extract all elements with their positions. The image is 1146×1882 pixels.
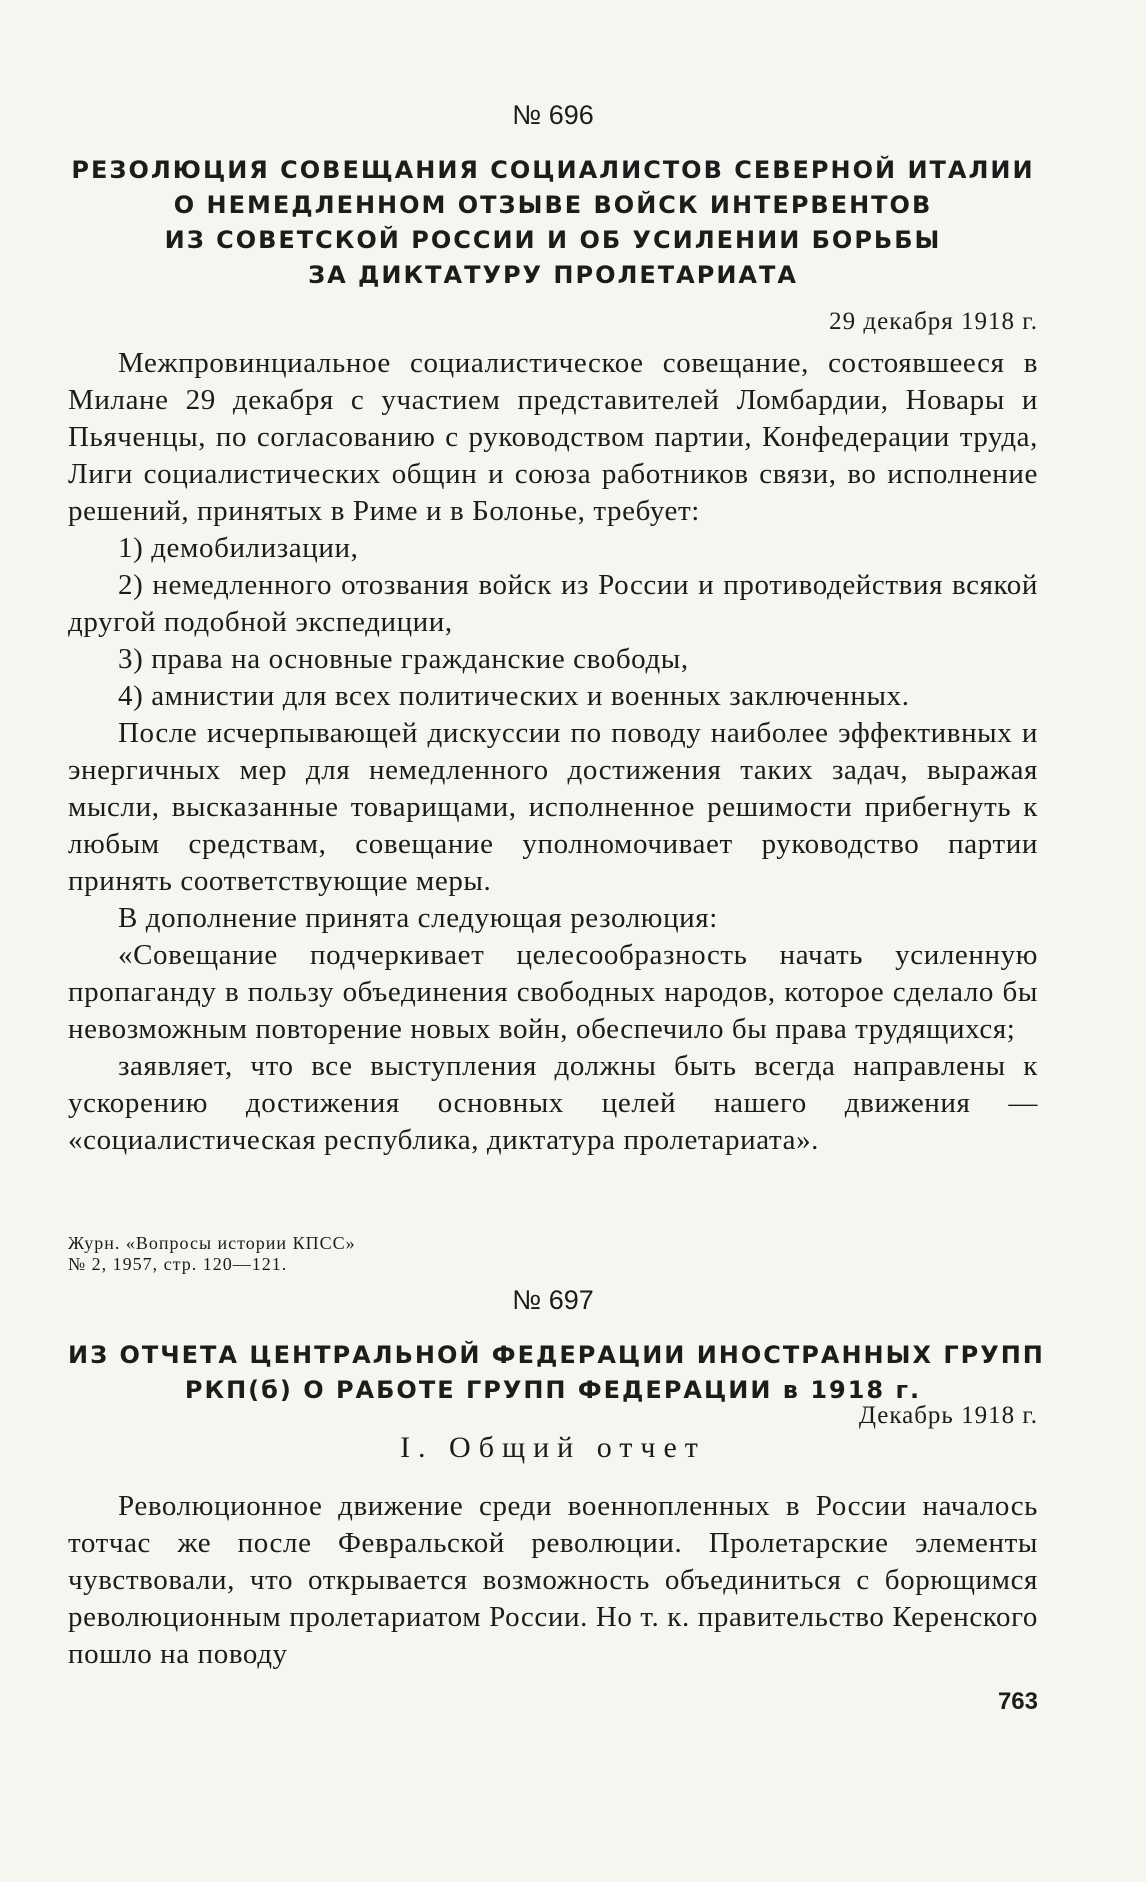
intro-paragraph: Межпровинциальное социалистическое совещание, состоявшееся в Милане 29 декабря с участием представителей Ломбардии, Новары и Пьяченцы, по согласованию с руководством партии, Конфедерации труда, Лиги социалистических общин и союза работников связи, во исполнение решений, принятых в Риме и в Болонье, требует: — [68, 347, 1038, 527]
demand-item: 1) демобилизации, — [118, 532, 359, 564]
title-line: ЗА ДИКТАТУРУ ПРОЛЕТАРИАТА — [308, 261, 798, 289]
document-number-697: № 697 — [512, 1285, 594, 1315]
page-number: 763 — [997, 1688, 1038, 1715]
section-heading: I. Общий отчет — [400, 1431, 706, 1464]
paragraph: После исчерпывающей дискуссии по поводу наиболее эффективных и энергичных мер для немедленного достижения таких задач, выражая мысли, высказанные товарищами, исполненное решимости прибегнуть к любым средствам, совещание уполномочивает руководство партии принять соответствующие меры. — [68, 717, 1038, 897]
demand-item: 4) амнистии для всех политических и военных заключенных. — [118, 680, 910, 712]
source-citation — [68, 1233, 356, 1275]
title-line: ИЗ СОВЕТСКОЙ РОССИИ И ОБ УСИЛЕНИИ БОРЬБЫ — [164, 226, 942, 254]
document-696-title — [68, 153, 1038, 293]
source-line: Журн. «Вопросы истории КПСС» — [68, 1233, 356, 1253]
source-line: № 2, 1957, стр. 120—121. — [68, 1254, 288, 1274]
document-697-title — [68, 1338, 1045, 1408]
document-697-date: Декабрь 1918 г. — [858, 1402, 1038, 1429]
document-696-date: 29 декабря 1918 г. — [829, 308, 1038, 335]
paragraph: Революционное движение среди военнопленных в России началось тотчас же после Февральской революции. Пролетарские элементы чувствовали, что открывается возможность объединиться с борющимся революционным пролетариатом России. Но т. к. правительство Керенского пошло на поводу — [68, 1490, 1038, 1670]
title-line: РКП(б) О РАБОТЕ ГРУПП ФЕДЕРАЦИИ в 1918 г. — [184, 1376, 922, 1404]
title-line: О НЕМЕДЛЕННОМ ОТЗЫВЕ ВОЙСК ИНТЕРВЕНТОВ — [173, 191, 933, 219]
title-line: РЕЗОЛЮЦИЯ СОВЕЩАНИЯ СОЦИАЛИСТОВ СЕВЕРНОЙ ИТАЛИИ — [71, 156, 1035, 184]
quote-paragraph: «Совещание подчеркивает целесообразность начать усиленную пропаганду в пользу объединения свободных народов, которое сделало бы невозможным повторение новых войн, обеспечило бы права трудящихся; — [68, 939, 1038, 1045]
document-number-696: № 696 — [512, 100, 594, 130]
demand-item: 3) права на основные гражданские свободы, — [118, 643, 689, 675]
demand-item: 2) немедленного отозвания войск из России и противодействия всякой другой подобной экспедиции, — [68, 569, 1038, 638]
paragraph: В дополнение принята следующая резолюция: — [118, 902, 718, 934]
document-697-body — [68, 1488, 1038, 1673]
quote-paragraph: заявляет, что все выступления должны быть всегда направлены к ускорению достижения основных целей нашего движения — «социалистическая республика, диктатура пролетариата». — [68, 1050, 1038, 1156]
document-696-body — [68, 345, 1038, 1159]
title-line: ИЗ ОТЧЕТА ЦЕНТРАЛЬНОЙ ФЕДЕРАЦИИ ИНОСТРАННЫХ ГРУПП — [68, 1341, 1045, 1369]
